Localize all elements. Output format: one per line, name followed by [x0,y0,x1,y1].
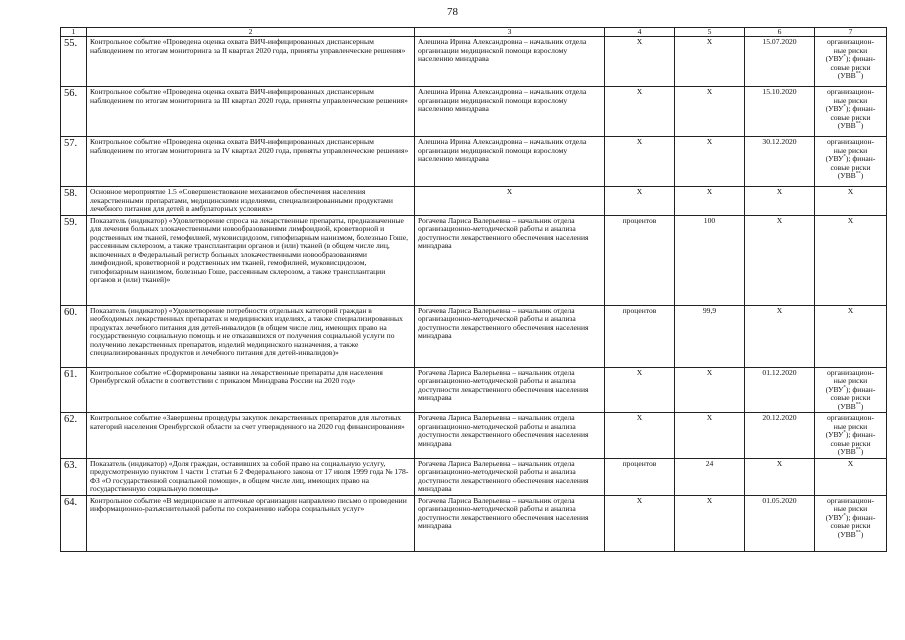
risk-text: ) [860,447,864,456]
risk-text: ); финан- [845,154,876,163]
column-number-row [61,28,887,37]
risk-text: (УВУ [825,154,844,163]
risk-line: совые риски [830,521,871,530]
value-cell: 100 [675,215,745,305]
risk-text: (УВУ [825,430,844,439]
row-number: 61. [61,367,87,413]
risk-text: (УВУ [825,512,844,522]
risk-text: ) [860,71,864,80]
risk-text: (УВВ [837,71,856,80]
column-number: 6 [745,28,815,37]
value-cell: X [675,495,745,551]
risk-cell [815,37,887,87]
value-cell: X [675,367,745,413]
risk-line: организацион- [826,37,875,46]
page-number: 78 [447,6,458,18]
row-number: 62. [61,413,87,459]
risk-line [818,531,883,540]
column-number: 5 [675,28,745,37]
event-description: Контрольное событие «Проведена оценка охвата ВИЧ-инфицированных диспансерным наблюдением по итогам мониторинга за II квартал 2020 года, приняты управленческие решения» [87,37,415,87]
table-row [61,215,887,305]
event-description: Контрольное событие «Завершены процедуры закупок лекарственных препаратов для льготных категорий населения Оренбургской области за счет утвержденного на 2020 год финансирования» [87,413,415,459]
unit-cell: X [605,413,675,459]
risk-cell: X [815,305,887,367]
row-number: 57. [61,137,87,187]
column-number: 7 [815,28,887,37]
footnote-mark: ** [855,447,861,453]
risk-line: совые риски [830,162,871,172]
date-cell: X [745,458,815,495]
table-row [61,495,887,551]
date-cell: 15.10.2020 [745,87,815,137]
unit-cell: X [605,87,675,137]
event-description: Показатель (индикатор) «Удовлетворение спроса на лекарственные препараты, предназначенные для лечения больных злокачественными новообразованиями лимфоидной, кроветворной и родственных им тканей, гемофилией, муковисцидозом, гипофизарным нанизмом, болезнью Гоше, рассеянным склерозом, а также трансплантации органов и (или) тканей (в общем числе лиц, включенных в Федеральный регистр больных злокачественными новообразованиями лимфоидной, кроветворной и родственных им тканей, гемофилией, муковисцидозом, гипофизарным нанизмом, болезнью Гоше, рассеянным склерозом, а также трансплантации органов и (или) тканей)» [87,215,415,305]
column-number: 1 [61,28,87,37]
date-cell: 15.07.2020 [745,37,815,87]
footnote-mark: * [843,512,846,518]
footnote-mark: ** [855,529,861,535]
column-number: 4 [605,28,675,37]
responsible-person: Рогачева Лариса Валерьевна – начальник отдела организационно-методической работы и анализа доступности лекарственного обеспечения населения минздрава [415,215,605,305]
event-description: Контрольное событие «Проведена оценка охвата ВИЧ-инфицированных диспансерным наблюдением по итогам мониторинга за III квартал 2020 года, приняты управленческие решения» [87,87,415,137]
risk-line: ные риски [833,45,868,55]
risk-line: совые риски [830,62,871,72]
risk-text: (УВУ [825,384,844,394]
risk-cell: X [815,215,887,305]
risk-line [818,72,883,81]
unit-cell: процентов [605,215,675,305]
plan-table [60,27,887,552]
value-cell: X [675,413,745,459]
responsible-person: Рогачева Лариса Валерьевна – начальник отдела организационно-методической работы и анализа доступности лекарственного обеспечения населения минздрава [415,413,605,459]
date-cell: X [745,305,815,367]
risk-cell [815,367,887,413]
date-cell: 20.12.2020 [745,413,815,459]
risk-cell: X [815,458,887,495]
risk-line: совые риски [830,112,871,122]
date-cell: X [745,215,815,305]
responsible-person: Алешина Ирина Александровна – начальник отдела организации медицинской помощи взрослому населению минздрава [415,87,605,137]
table-row [61,137,887,187]
risk-text: ); финан- [845,54,876,63]
responsible-person: Алешина Ирина Александровна – начальник отдела организации медицинской помощи взрослому населению минздрава [415,37,605,87]
row-number: 56. [61,87,87,137]
event-description: Показатель (индикатор) «Доля граждан, оставивших за собой право на социальную услугу, предусмотренную пунктом 1 части 1 статьи 6 2 Федерального закона от 17 июля 1999 года № 178-ФЗ «О государственной социальной помощи», в общем числе лиц, имеющих право на государственную социальную помощь» [87,458,415,495]
risk-line: совые риски [830,393,871,402]
value-cell: X [675,37,745,87]
risk-text: (УВВ [837,529,856,539]
risk-cell [815,137,887,187]
responsible-person: Рогачева Лариса Валерьевна – начальник отдела организационно-методической работы и анализа доступности лекарственного обеспечения населения минздрава [415,305,605,367]
row-number: 59. [61,215,87,305]
risk-line: организацион- [826,413,875,422]
footnote-mark: * [843,384,846,390]
date-cell: 01.05.2020 [745,495,815,551]
unit-cell: X [605,495,675,551]
table-row [61,367,887,413]
event-description: Показатель (индикатор) «Удовлетворение потребности отдельных категорий граждан в необходимых лекарственных препаратах и медицинских изделиях, а также специализированных продуктах лечебного питания для детей-инвалидов (в общем числе лиц, имеющих право на государственную социальную помощь и не отказавшихся от получения социальной услуги по получению лекарственных препаратов, изделий медицинского назначения, а также специализированных продуктов и лечебного питания для детей-инвалидов)» [87,305,415,367]
value-cell: X [675,187,745,216]
event-description: Контрольное событие «Сформированы заявки на лекарственные препараты для населения Оренбургской области в соответствии с приказом Минздрава России на 2020 год» [87,367,415,413]
risk-cell: X [815,187,887,216]
event-description: Основное мероприятие 1.5 «Совершенствование механизмов обеспечения населения лекарственными препаратами, медицинскими изделиями, специализированными продуктами лечебного питания для детей в амбулаторных условиях» [87,187,415,216]
footnote-mark: ** [855,171,861,177]
risk-text: (УВВ [837,401,856,411]
risk-cell [815,413,887,459]
risk-line: организацион- [826,87,875,96]
risk-text: ) [860,121,864,130]
risk-cell [815,87,887,137]
table-row [61,305,887,367]
risk-line: организацион- [826,137,875,146]
footnote-mark: * [843,430,846,436]
unit-cell: X [605,37,675,87]
row-number: 63. [61,458,87,495]
table-row [61,187,887,216]
unit-cell: X [605,137,675,187]
responsible-person: Алешина Ирина Александровна – начальник отдела организации медицинской помощи взрослому населению минздрава [415,137,605,187]
row-number: 64. [61,495,87,551]
value-cell: 24 [675,458,745,495]
risk-text: ); финан- [845,384,876,394]
risk-cell [815,495,887,551]
risk-text: ); финан- [845,512,876,522]
column-number: 2 [87,28,415,37]
risk-text: ) [860,401,864,411]
risk-line: ные риски [833,95,868,105]
risk-text: ) [860,529,864,539]
column-number: 3 [415,28,605,37]
footnote-mark: * [843,54,846,60]
risk-line: ные риски [833,504,868,513]
risk-line [818,448,883,457]
unit-cell: процентов [605,305,675,367]
risk-text: (УВВ [837,121,856,130]
footnote-mark: ** [855,121,861,127]
table-body [61,37,887,552]
risk-text: ); финан- [845,104,876,113]
footnote-mark: ** [855,401,861,407]
event-description: Контрольное событие «В медицинские и аптечные организации направлено письмо о проведении информационно-разъяснительной работы по сохранению набора социальных услуг» [87,495,415,551]
responsible-person: Рогачева Лариса Валерьевна – начальник отдела организационно-методической работы и анализа доступности лекарственного обеспечения населения минздрава [415,367,605,413]
risk-line: организацион- [826,367,875,377]
date-cell: X [745,187,815,216]
risk-line: ные риски [833,145,868,155]
risk-line [818,403,883,412]
risk-text: (УВУ [825,54,844,63]
row-number: 55. [61,37,87,87]
unit-cell: X [605,367,675,413]
unit-cell: процентов [605,458,675,495]
value-cell: 99,9 [675,305,745,367]
risk-text: (УВВ [837,171,856,180]
risk-line: совые риски [830,438,871,448]
responsible-person: X [415,187,605,216]
footnote-mark: * [843,104,846,110]
risk-line: организацион- [826,495,875,505]
table-row [61,37,887,87]
footnote-mark: * [843,154,846,160]
risk-text: (УВУ [825,104,844,113]
value-cell: X [675,137,745,187]
value-cell: X [675,87,745,137]
unit-cell: X [605,187,675,216]
table-row [61,458,887,495]
risk-line: ные риски [833,421,868,431]
risk-line [818,122,883,131]
event-description: Контрольное событие «Проведена оценка охвата ВИЧ-инфицированных диспансерным наблюдением по итогам мониторинга за IV квартал 2020 года, приняты управленческие решения» [87,137,415,187]
risk-text: ) [860,171,864,180]
risk-text: ); финан- [845,430,876,439]
risk-text: (УВВ [837,447,856,456]
row-number: 60. [61,305,87,367]
table-row [61,87,887,137]
risk-line [818,172,883,181]
table-row [61,413,887,459]
date-cell: 30.12.2020 [745,137,815,187]
risk-line: ные риски [833,376,868,385]
responsible-person: Рогачева Лариса Валерьевна – начальник отдела организационно-методической работы и анализа доступности лекарственного обеспечения населения минздрава [415,495,605,551]
row-number: 58. [61,187,87,216]
date-cell: 01.12.2020 [745,367,815,413]
responsible-person: Рогачева Лариса Валерьевна – начальник отдела организационно-методической работы и анализа доступности лекарственного обеспечения населения минздрава [415,458,605,495]
footnote-mark: ** [855,71,861,77]
